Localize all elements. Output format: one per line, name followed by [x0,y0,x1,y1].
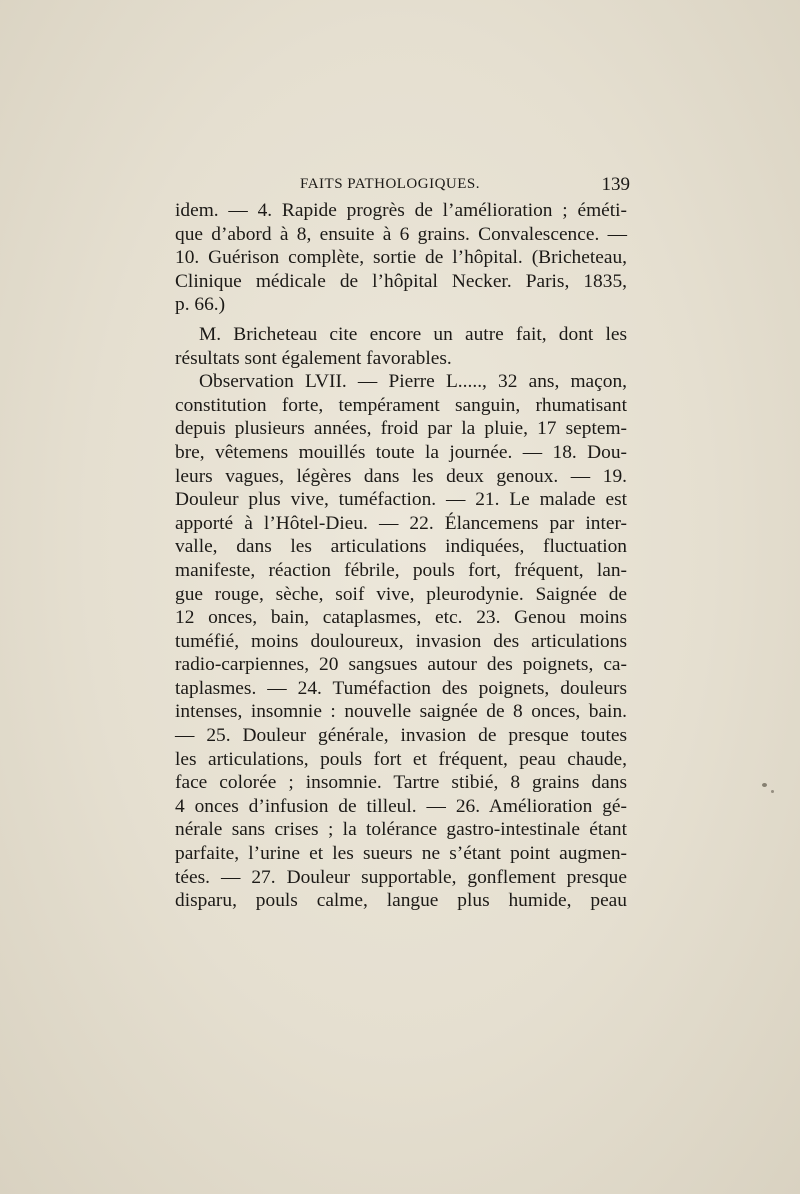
page-number: 139 [601,174,630,195]
text-line: 4 onces d’infusion de tilleul. — 26. Amélioration gé- [175,795,627,817]
text-line: 12 onces, bain, cataplasmes, etc. 23. Genou moins [175,607,627,629]
observation-heading-line: Observation LVII. — Pierre L....., 32 ans, maçon, [199,371,627,393]
text-line: face colorée ; insomnie. Tartre stibié, 8 grains dans [175,772,627,794]
text-line: nérale sans crises ; la tolérance gastro-intestinale étant [175,819,627,841]
text-line: valle, dans les articulations indiquées, fluctuation [175,536,627,558]
running-head [175,176,630,198]
text-line: disparu, pouls calme, langue plus humide, peau [175,890,627,912]
text-line: leurs vagues, légères dans les deux genoux. — 19. [175,465,627,487]
text-line: résultats sont également favorables. [175,347,452,369]
ink-spot [771,790,774,793]
text-line: depuis plusieurs années, froid par la pluie, 17 septem- [175,418,627,440]
text-line: tuméfié, moins douloureux, invasion des articulations [175,630,627,652]
text-line: manifeste, réaction fébrile, pouls fort, fréquent, lan- [175,559,627,581]
text-line: radio-carpiennes, 20 sangsues autour des poignets, ca- [175,654,627,676]
text-line: idem. — 4. Rapide progrès de l’amélioration ; éméti- [175,200,627,221]
text-line: que d’abord à 8, ensuite à 6 grains. Convalescence. — [175,223,627,245]
paragraph-first-line: M. Bricheteau cite encore un autre fait, dont les [199,323,627,345]
text-line: Clinique médicale de l’hôpital Necker. Paris, 1835, [175,270,627,292]
text-line: p. 66.) [175,294,226,316]
text-line: taplasmes. — 24. Tuméfaction des poignets, douleurs [175,677,627,699]
text-line: intenses, insomnie : nouvelle saignée de 8 onces, bain. [175,701,627,723]
text-line: — 25. Douleur générale, invasion de presque toutes [175,725,627,747]
text-line: 10. Guérison complète, sortie de l’hôpital. (Bricheteau, [175,247,627,269]
body-text [175,199,627,913]
text-line: apporté à l’Hôtel-Dieu. — 22. Élancemens par inter- [175,512,627,534]
text-line: Douleur plus vive, tuméfaction. — 21. Le malade est [175,489,627,511]
text-line: bre, vêtemens mouillés toute la journée. — 18. Dou- [175,441,627,463]
text-line: gue rouge, sèche, soif vive, pleurodynie. Saignée de [175,583,627,605]
running-title: FAITS PATHOLOGIQUES. [300,176,481,192]
text-line: parfaite, l’urine et les sueurs ne s’étant point augmen- [175,843,627,865]
text-line: les articulations, pouls fort et fréquent, peau chaude, [175,748,627,770]
ink-spot [762,783,767,787]
text-line: constitution forte, tempérament sanguin, rhumatisant [175,394,627,416]
text-line: tées. — 27. Douleur supportable, gonflement presque [175,866,627,888]
